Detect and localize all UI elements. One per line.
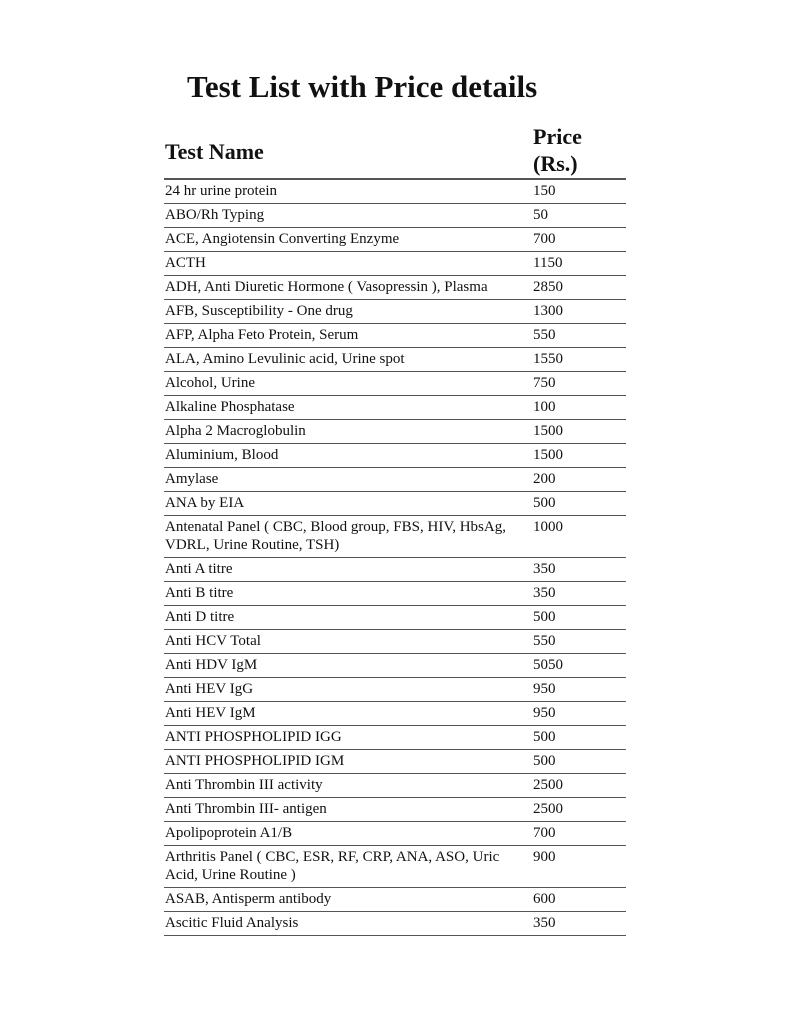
header-price [531, 122, 626, 179]
table-row [164, 702, 626, 726]
test-name-cell: Anti HCV Total [164, 630, 531, 654]
table-row [164, 516, 626, 558]
price-cell: 500 [531, 606, 626, 630]
test-name-cell: Apolipoprotein A1/B [164, 822, 531, 846]
price-cell: 950 [531, 702, 626, 726]
test-name-cell: Anti HEV IgM [164, 702, 531, 726]
test-name-cell: AFP, Alpha Feto Protein, Serum [164, 324, 531, 348]
price-cell: 200 [531, 468, 626, 492]
table-row [164, 348, 626, 372]
table-row [164, 558, 626, 582]
test-name-cell: ADH, Anti Diuretic Hormone ( Vasopressin ), Plasma [164, 276, 531, 300]
test-name-cell: Anti HEV IgG [164, 678, 531, 702]
test-name-cell: Anti A titre [164, 558, 531, 582]
table-row [164, 396, 626, 420]
table-row [164, 912, 626, 936]
table-row [164, 228, 626, 252]
price-cell: 1500 [531, 420, 626, 444]
table-row [164, 324, 626, 348]
test-name-cell: ACTH [164, 252, 531, 276]
header-row [164, 122, 626, 179]
table-row [164, 846, 626, 888]
table-row [164, 372, 626, 396]
test-name-cell: Alpha 2 Macroglobulin [164, 420, 531, 444]
test-name-cell: ANTI PHOSPHOLIPID IGG [164, 726, 531, 750]
price-cell: 900 [531, 846, 626, 888]
table-row [164, 444, 626, 468]
table-row [164, 276, 626, 300]
test-name-cell: ANA by EIA [164, 492, 531, 516]
test-name-cell: Amylase [164, 468, 531, 492]
table-row [164, 654, 626, 678]
price-cell: 1150 [531, 252, 626, 276]
table-row [164, 630, 626, 654]
test-name-cell: ANTI PHOSPHOLIPID IGM [164, 750, 531, 774]
price-cell: 150 [531, 179, 626, 204]
price-cell: 550 [531, 630, 626, 654]
price-cell: 600 [531, 888, 626, 912]
test-name-cell: Anti Thrombin III activity [164, 774, 531, 798]
table-row [164, 678, 626, 702]
price-cell: 1550 [531, 348, 626, 372]
table-row [164, 798, 626, 822]
header-test-name: Test Name [164, 122, 531, 179]
test-name-cell: Ascitic Fluid Analysis [164, 912, 531, 936]
table-row [164, 582, 626, 606]
test-name-cell: ACE, Angiotensin Converting Enzyme [164, 228, 531, 252]
table-row [164, 726, 626, 750]
price-cell: 350 [531, 558, 626, 582]
test-name-cell: Alkaline Phosphatase [164, 396, 531, 420]
table-row [164, 492, 626, 516]
price-cell: 500 [531, 492, 626, 516]
test-name-cell: Aluminium, Blood [164, 444, 531, 468]
test-name-cell: Arthritis Panel ( CBC, ESR, RF, CRP, ANA, ASO, Uric Acid, Urine Routine ) [164, 846, 531, 888]
price-cell: 1300 [531, 300, 626, 324]
test-name-cell: Anti HDV IgM [164, 654, 531, 678]
price-cell: 2500 [531, 774, 626, 798]
price-cell: 5050 [531, 654, 626, 678]
price-cell: 950 [531, 678, 626, 702]
table-row [164, 420, 626, 444]
table-row [164, 179, 626, 204]
price-cell: 1500 [531, 444, 626, 468]
price-table [164, 122, 626, 936]
table-row [164, 468, 626, 492]
test-name-cell: ASAB, Antisperm antibody [164, 888, 531, 912]
price-cell: 700 [531, 822, 626, 846]
table-row [164, 888, 626, 912]
price-cell: 350 [531, 912, 626, 936]
table-row [164, 750, 626, 774]
price-cell: 1000 [531, 516, 626, 558]
price-cell: 2850 [531, 276, 626, 300]
price-cell: 750 [531, 372, 626, 396]
table-row [164, 822, 626, 846]
test-name-cell: Alcohol, Urine [164, 372, 531, 396]
header-price-line2: (Rs.) [533, 151, 578, 176]
price-cell: 50 [531, 204, 626, 228]
page-title: Test List with Price details [187, 69, 538, 104]
table-row [164, 204, 626, 228]
price-cell: 500 [531, 750, 626, 774]
price-cell: 700 [531, 228, 626, 252]
test-name-cell: Anti Thrombin III- antigen [164, 798, 531, 822]
price-cell: 550 [531, 324, 626, 348]
price-cell: 2500 [531, 798, 626, 822]
table-row [164, 252, 626, 276]
table-row [164, 774, 626, 798]
price-cell: 100 [531, 396, 626, 420]
test-name-cell: Anti B titre [164, 582, 531, 606]
test-name-cell: ABO/Rh Typing [164, 204, 531, 228]
test-name-cell: 24 hr urine protein [164, 179, 531, 204]
header-price-line1: Price [533, 124, 582, 149]
price-cell: 350 [531, 582, 626, 606]
test-name-cell: Antenatal Panel ( CBC, Blood group, FBS, HIV, HbsAg, VDRL, Urine Routine, TSH) [164, 516, 531, 558]
test-name-cell: AFB, Susceptibility - One drug [164, 300, 531, 324]
test-name-cell: ALA, Amino Levulinic acid, Urine spot [164, 348, 531, 372]
table-body [164, 179, 626, 936]
table-row [164, 606, 626, 630]
price-cell: 500 [531, 726, 626, 750]
table-row [164, 300, 626, 324]
table-header [164, 122, 626, 179]
test-name-cell: Anti D titre [164, 606, 531, 630]
